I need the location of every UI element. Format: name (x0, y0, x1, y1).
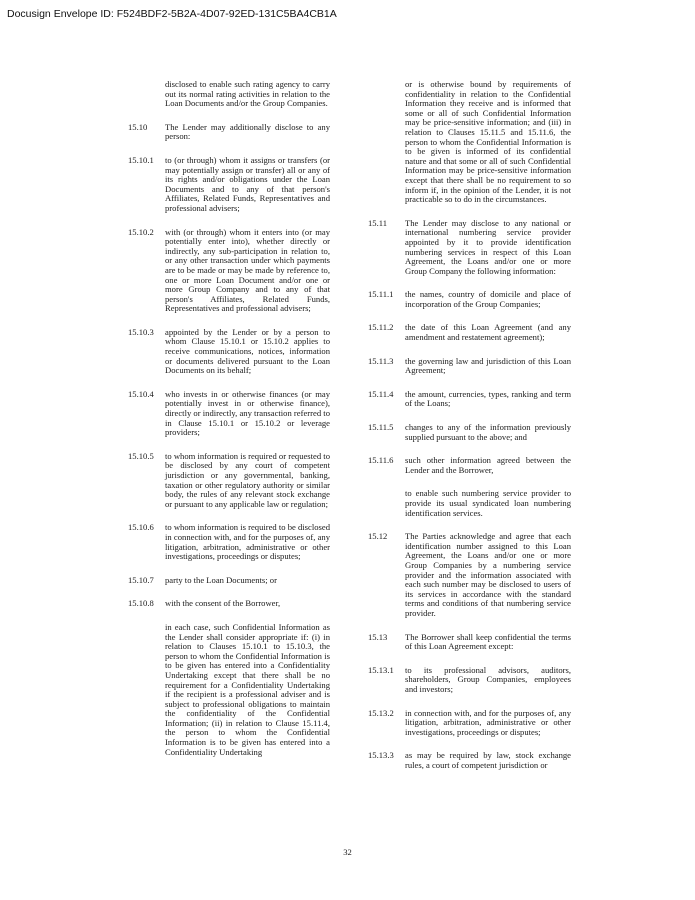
clause-text: in connection with, and for the purposes of, any litigation, arbitration, administrative or other investigations, proceedings or disputes; (405, 707, 571, 737)
clause (368, 709, 571, 738)
clause (368, 456, 571, 475)
clause-number: 15.10.6 (128, 522, 154, 533)
clause-number: 15.11.6 (368, 455, 394, 466)
clause-number: 15.11.5 (368, 422, 394, 433)
clause (368, 423, 571, 442)
clause-text: who invests in or otherwise finances (or may potentially invest in or otherwise finance), directly or indirectly, any transaction referred to in Clause 15.10.1 or 15.10.2 or leverage providers; (165, 388, 330, 438)
clause-number: 15.10.8 (128, 598, 154, 609)
clause-number: 15.11.2 (368, 322, 394, 333)
clause-text: the date of this Loan Agreement (and any amendment and restatement agreement); (405, 322, 571, 343)
clause (128, 523, 330, 561)
clause-number: 15.10.5 (128, 450, 154, 461)
clause-text: to (or through) whom it assigns or transfers (or may potentially assign or transfer) all or any of its rights and/or obligations under the Loan Documents and to any of that person's Affiliates, Related Funds, Representatives and professional advisers; (165, 154, 330, 213)
clause-text: with (or through) whom it enters into (or may potentially enter into), whether directly or indirectly, any sub-participation in relation to, or any other transaction under which payments are to be made or may be made by reference to, one or more Loan Document and/or one or more Group Company and to any of that person's Affiliates, Related Funds, Representatives and professional advisers; (165, 226, 330, 314)
clause-number: 15.10.3 (128, 326, 154, 337)
clause (128, 599, 330, 609)
clause-text: The Lender may disclose to any national or international numbering service provider appointed by it to provide identification numbering services in respect of this Loan Agreement, the Loans and/or one or more Group Company the following information: (405, 217, 571, 276)
clause-number: 15.10.7 (128, 574, 154, 585)
clause (128, 228, 330, 314)
clause (368, 290, 571, 309)
left-lead-paragraph: disclosed to enable such rating agency to carry out its normal rating activities in relation to the Loan Documents and/or the Group Companies. (165, 79, 330, 109)
clause-text: such other information agreed between the Lender and the Borrower, (405, 455, 571, 475)
clause-text: the governing law and jurisdiction of this Loan Agreement; (405, 355, 571, 376)
clause-number: 15.13 (368, 631, 388, 642)
clause-text: party to the Loan Documents; or (165, 574, 277, 585)
clause (128, 156, 330, 214)
clause-text: The Borrower shall keep confidential the terms of this Loan Agreement except: (405, 631, 571, 652)
clause (368, 532, 571, 618)
clause-number: 15.11 (368, 217, 388, 228)
clause-text: The Parties acknowledge and agree that each identification number assigned to this Loan Agreement, the Loans and/or one or more Group Companies by a numbering service provider and the information associated with each such number may be disclosed to users of its services in accordance with the standard terms and conditions of that numbering service provider. (405, 531, 571, 618)
clause-text: changes to any of the information previously supplied pursuant to the above; and (405, 422, 571, 442)
clause-number: 15.11.3 (368, 355, 394, 366)
clause-text: the amount, currencies, types, ranking and term of the Loans; (405, 388, 571, 409)
right-column (368, 80, 571, 784)
clause (128, 123, 330, 142)
clause (368, 219, 571, 277)
clause (368, 390, 571, 409)
clause-number: 15.10.1 (128, 154, 154, 165)
clause-text: as may be required by law, stock exchange rules, a court of competent jurisdiction or (405, 750, 571, 770)
clause-number: 15.10.2 (128, 226, 154, 237)
clause-text: with the consent of the Borrower, (165, 598, 281, 609)
clause-number: 15.11.4 (368, 388, 394, 399)
left-clause-list (128, 123, 330, 609)
clause (368, 323, 571, 342)
clause-text: to whom information is required or requested to be disclosed by any court of competent jurisdiction or any governmental, banking, taxation or other regulatory authority or similar body, the rules of any relevant stock exchange or pursuant to any applicable law or regulation; (165, 450, 330, 509)
clause (368, 666, 571, 695)
clause-number: 15.12 (368, 531, 388, 542)
clause-number: 15.13.2 (368, 707, 394, 718)
left-tail-paragraph: in each case, such Confidential Information as the Lender shall consider appropriate if: (i) in relation to Clauses 15.10.1 to 15.10.3, the person to whom the Confidential Information is to be given has entered into a Confidentiality Undertaking except that there shall be no requirement for a Confidentiality Undertaking if the recipient is a professional adviser and is subject to professional obligations to maintain the confidentiality of the Confidential Information; (ii) in relation to Clause 15.11.4, the person to whom the Confidential Information is to be given has entered into a Confidentiality Undertaking (165, 621, 330, 757)
clause (128, 390, 330, 438)
clause (128, 328, 330, 376)
clause (128, 576, 330, 586)
clause-number: 15.13.1 (368, 664, 394, 675)
numbering-note: to enable such numbering service provider to provide its usual syndicated loan numbering identification services. (405, 488, 571, 518)
clause-text: to whom information is required to be disclosed in connection with, and for the purposes of, any litigation, arbitration, administrative or other investigations, proceedings or disputes; (165, 522, 330, 562)
clause-number: 15.13.3 (368, 750, 394, 761)
clause-number: 15.10.4 (128, 388, 154, 399)
right-clause-list-a (368, 219, 571, 476)
clause-text: The Lender may additionally disclose to any person: (165, 121, 330, 142)
clause-number: 15.10 (128, 121, 148, 132)
left-column (128, 80, 330, 771)
clause (368, 751, 571, 770)
clause-number: 15.11.1 (368, 289, 394, 300)
envelope-id: Docusign Envelope ID: F524BDF2-5B2A-4D07-92ED-131C5BA4CB1A (7, 8, 337, 20)
clause (368, 633, 571, 652)
right-clause-list-b (368, 532, 571, 770)
clause-text: to its professional advisors, auditors, shareholders, Group Companies, employees and investors; (405, 664, 571, 694)
clause-text: the names, country of domicile and place of incorporation of the Group Companies; (405, 289, 571, 309)
clause (368, 357, 571, 376)
clause (128, 452, 330, 510)
page-number: 32 (343, 847, 352, 857)
right-lead-paragraph: or is otherwise bound by requirements of confidentiality in relation to the Confidential Information they receive and is informed that some or all of such Confidential Information may be price-sensitive information; and (iii) in relation to Clauses 15.11.5 and 15.11.6, the person to whom the Confidential Information is to be given is informed of its confidential nature and that some or all of such Confidential Information may be price-sensitive information except that there shall be no requirement to so inform if, in the opinion of the Lender, it is not practicable so to do in the circumstances. (405, 79, 571, 205)
clause-text: appointed by the Lender or by a person to whom Clause 15.10.1 or 15.10.2 applies to receive communications, notices, information or documents delivered pursuant to the Loan Documents on its behalf; (165, 326, 330, 376)
